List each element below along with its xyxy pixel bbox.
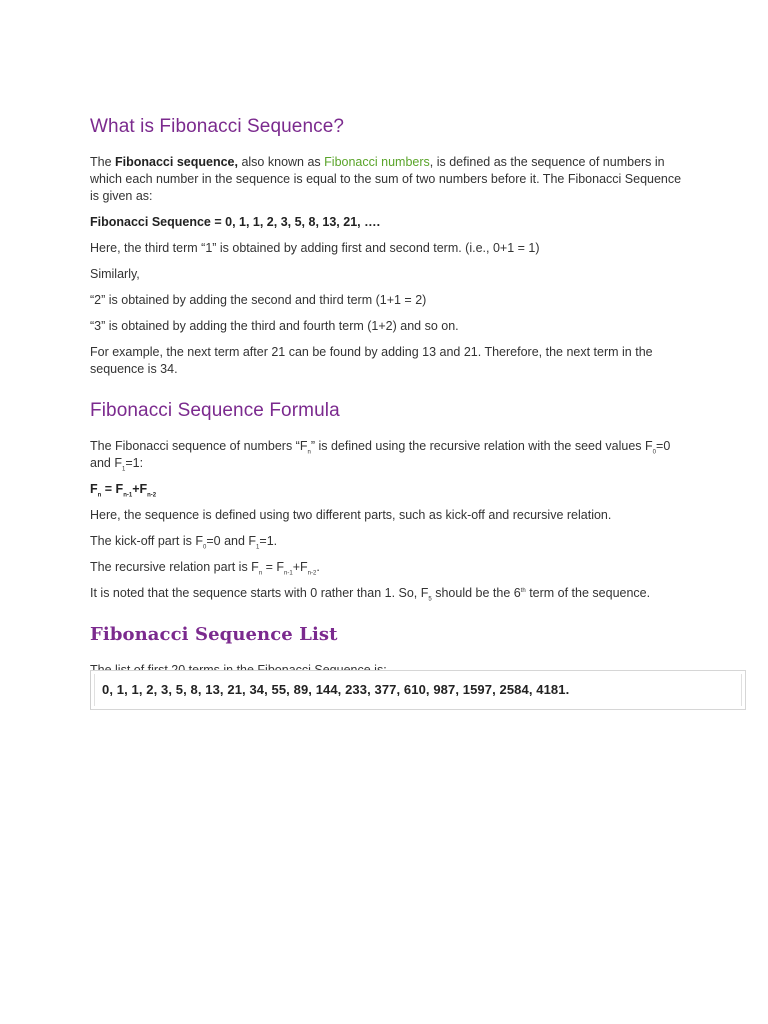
note-paragraph [90, 585, 690, 602]
note-sub-5: 5 [428, 596, 432, 603]
formula-definition-paragraph [90, 438, 690, 472]
rec-text-d: . [316, 560, 320, 574]
formula-f: F [90, 482, 98, 496]
kick-text-c: =1. [259, 534, 278, 548]
formula-sub-n: n [97, 492, 102, 499]
example-paragraph: For example, the next term after 21 can be found by adding 13 and 21. Therefore, the next term in the sequence is 34. [90, 345, 653, 376]
rec-sub-n: n [258, 570, 263, 577]
def-sub-1: 1 [121, 466, 126, 473]
intro-bold-term: Fibonacci sequence, [115, 155, 238, 169]
formula-eq: = F [101, 482, 124, 496]
sequence-list-box [90, 670, 746, 710]
intro-mid: also known as [237, 155, 325, 169]
two-term-paragraph: “2” is obtained by adding the second and third term (1+1 = 2) [90, 293, 427, 307]
box-right-divider [741, 674, 742, 706]
note-sup-th: th [520, 587, 526, 594]
def-text-d: =1: [125, 456, 144, 470]
article-content [90, 110, 690, 679]
def-text-c: =0 and F [90, 439, 671, 470]
third-term-paragraph: Here, the third term “1” is obtained by adding first and second term. (i.e., 0+1 = 1) [90, 241, 540, 255]
intro-paragraph [90, 154, 690, 205]
kick-sub-1: 1 [256, 544, 260, 551]
section-title-what-is: What is Fibonacci Sequence? [90, 116, 345, 137]
note-text-a: It is noted that the sequence starts with 0 rather than 1. So, F [90, 586, 429, 600]
note-text-b: should be the 6 [431, 586, 521, 600]
sequence-list-text: 0, 1, 1, 2, 3, 5, 8, 13, 21, 34, 55, 89, 144, 233, 377, 610, 987, 1597, 2584, 4181. [102, 682, 570, 697]
kick-text-b: =0 and F [206, 534, 257, 548]
kickoff-paragraph [90, 533, 690, 550]
intro-prefix: The [90, 155, 116, 169]
parts-paragraph: Here, the sequence is defined using two different parts, such as kick-off and recursive relation. [90, 508, 612, 522]
kick-text-a: The kick-off part is F [90, 534, 203, 548]
sequence-definition-bold: Fibonacci Sequence = 0, 1, 1, 2, 3, 5, 8, 13, 21, …. [90, 215, 381, 229]
rec-text-a: The recursive relation part is F [90, 560, 259, 574]
rec-sub-n1: n-1 [284, 570, 293, 577]
note-text-c: term of the sequence. [525, 586, 651, 600]
three-term-paragraph: “3” is obtained by adding the third and fourth term (1+2) and so on. [90, 319, 459, 333]
formula-line [90, 481, 690, 498]
rec-text-c: +F [292, 560, 308, 574]
sequence-definition-line [90, 214, 690, 231]
intro-suffix: , is defined as the sequence of numbers in which each number in the sequence is equal to the sum of two numbers before it. The Fibonacci Sequence is given as: [90, 155, 682, 203]
formula-bold [90, 482, 157, 499]
formula-sub-n2: n-2 [147, 492, 157, 499]
formula-plus: +F [132, 482, 148, 496]
def-sub-0: 0 [652, 449, 657, 456]
def-text-a: The Fibonacci sequence of numbers “F [90, 439, 308, 453]
rec-text-b: = F [262, 560, 285, 574]
formula-sub-n1: n-1 [123, 492, 133, 499]
kick-sub-0: 0 [203, 544, 207, 551]
def-text-b: ” is defined using the recursive relation with the seed values F [310, 439, 653, 453]
section-title-list: Fibonacci Sequence List [90, 624, 338, 645]
rec-sub-n2: n-2 [307, 570, 317, 577]
similarly-paragraph: Similarly, [90, 267, 140, 281]
fibonacci-numbers-link[interactable]: Fibonacci numbers [324, 155, 430, 169]
def-sub-n: n [307, 449, 311, 456]
recursive-relation-paragraph [90, 559, 690, 576]
box-left-divider [94, 674, 95, 706]
section-title-formula: Fibonacci Sequence Formula [90, 400, 340, 421]
